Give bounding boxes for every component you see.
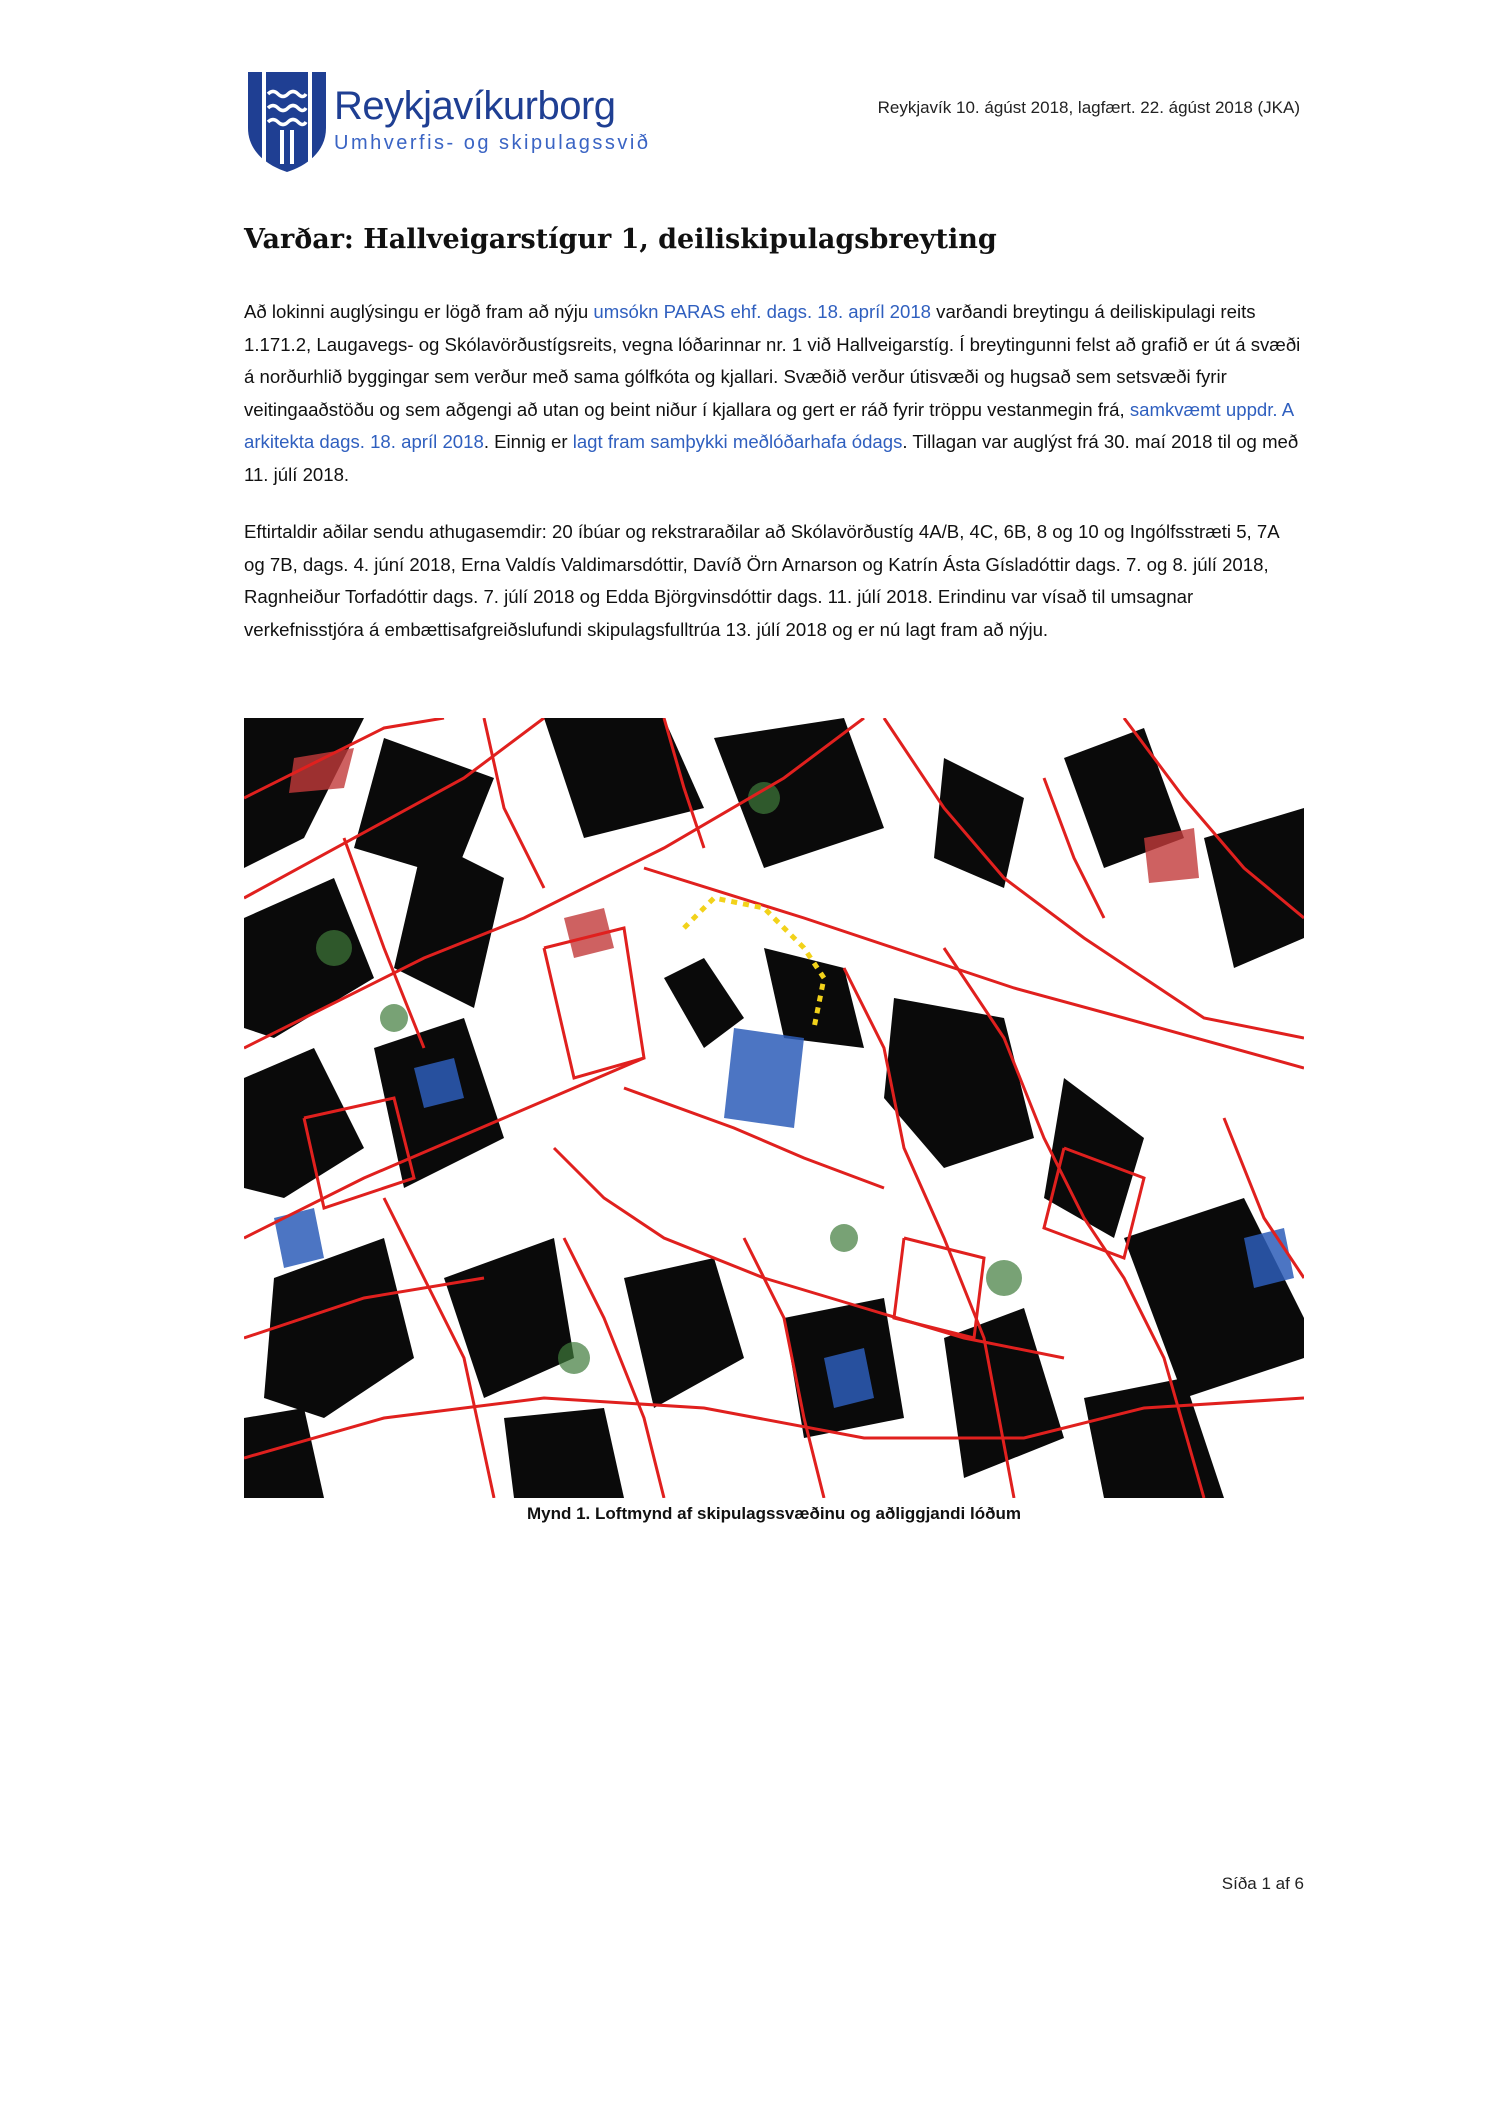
org-department: Umhverfis- og skipulagssvið: [334, 132, 651, 154]
text-segment: Að lokinni auglýsingu er lögð fram að nýju: [244, 301, 594, 322]
link-consent[interactable]: lagt fram samþykki meðlóðarhafa ódags: [572, 431, 903, 452]
brand-block: [334, 84, 650, 156]
aerial-map-graphic: [244, 718, 1304, 1498]
paragraph-comments: Eftirtaldir aðilar sendu athugasemdir: 20 íbúar og rekstraraðilar að Skólavörðustíg 4A/B, 4C, 6B, 8 og 10 og Ingólfsstræti 5, 7A og 7B, dags. 4. júní 2018, Erna Valdís Valdimarsdóttir, Davíð Örn Arnarson og Katrín Ásta Gísladóttir dags. 7. og 8. júlí 2018, Ragnheiður Torfadóttir dags. 7. júlí 2018 og Edda Björgvinsdóttir dags. 11. júlí 2018. Erindinu var vísað til umsagnar verkefnisstjóra á embættisafgreiðslufundi skipulagsfulltrúa 13. júlí 2018 og er nú lagt fram að nýju.: [244, 521, 1279, 640]
text-segment: . Tillagan var auglýst frá 30. maí 2018 til og með 11. júlí 2018.: [244, 431, 1299, 485]
subject-heading: Varðar: Hallveigarstígur 1, deiliskipulagsbreyting: [244, 224, 997, 255]
org-name: Reykjavíkurborg: [334, 84, 616, 128]
aerial-photo: [244, 718, 1304, 1498]
link-application-paras[interactable]: umsókn PARAS ehf. dags. 18. apríl 2018: [593, 301, 931, 322]
figure-caption: Mynd 1. Loftmynd af skipulagssvæðinu og aðliggjandi lóðum: [527, 1504, 1021, 1523]
text-segment: varðandi breytingu á deiliskipulagi reits 1.171.2, Laugavegs- og Skólavörðustígsreits, vegna lóðarinnar nr. 1 við Hallveigarstíg. Í breytingunni felst að grafið er út á svæði á norðurhlið byggingar sem verður með sama gólfkóta og kjallari. Svæðið verður útisvæði og hugsað sem setsvæði fyrir veitingaaðstöðu og sem aðgengi að utan og beint niður í kjallara og gert er ráð fyrir tröppu vestanmegin frá,: [244, 301, 1301, 420]
page-number: Síða 1 af 6: [1221, 1874, 1304, 1893]
link-drawing-a-arkitekta[interactable]: samkvæmt uppdr. A arkitekta dags. 18. apríl 2018: [244, 398, 1294, 452]
paragraph-application: [244, 296, 1304, 491]
reykjavik-crest-logo: [244, 68, 330, 174]
document-date: Reykjavík 10. ágúst 2018, lagfært. 22. ágúst 2018 (JKA): [877, 98, 1300, 117]
text-segment: . Einnig er: [483, 431, 573, 452]
